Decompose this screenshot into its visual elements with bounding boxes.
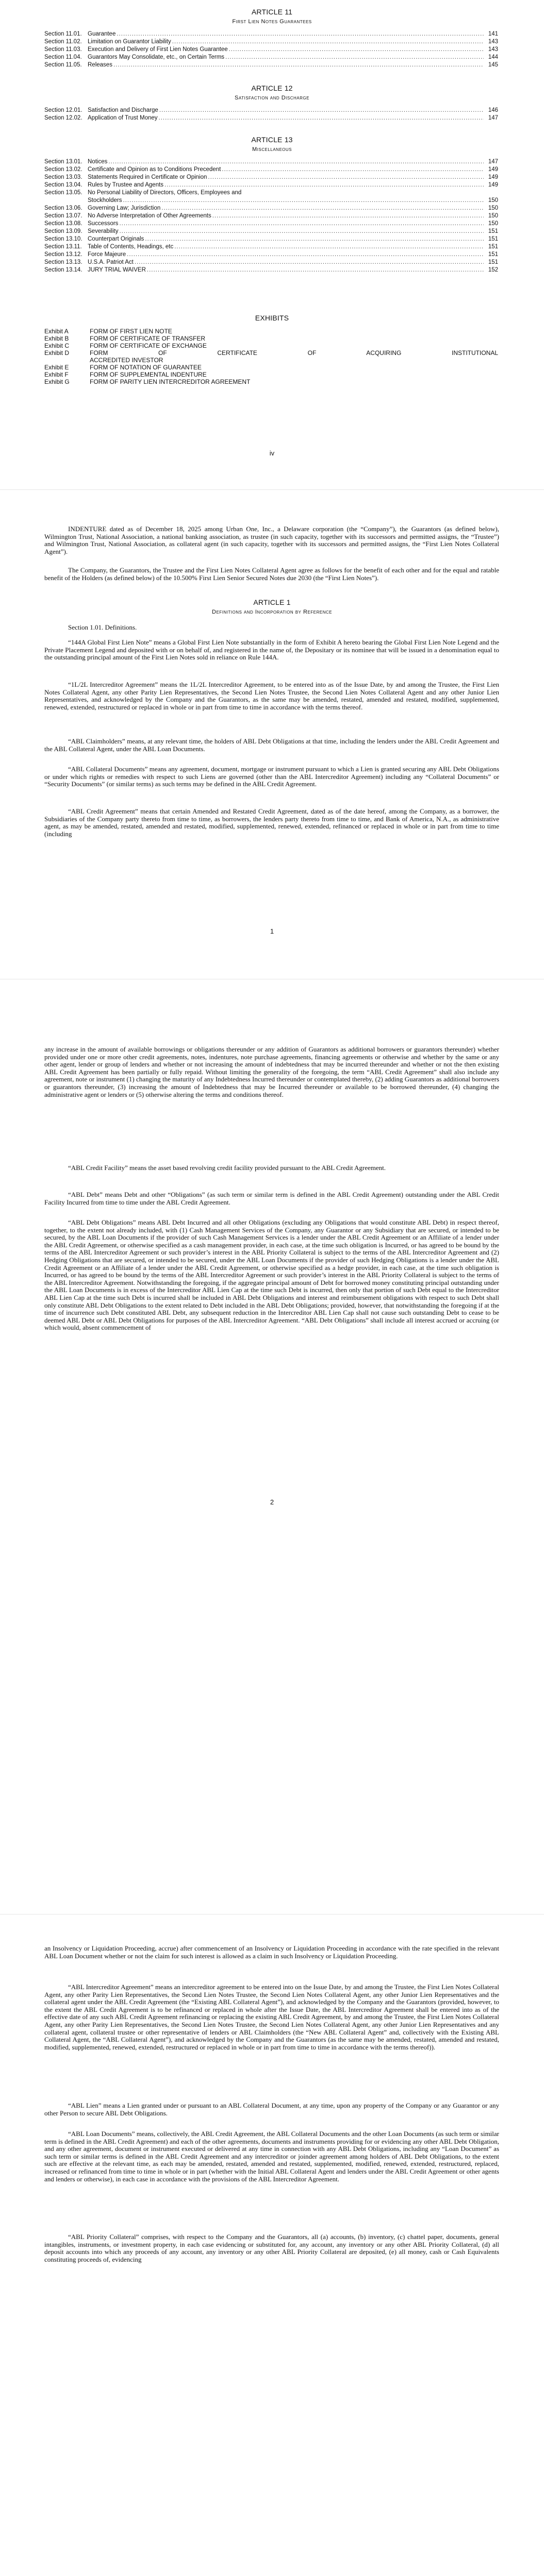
- toc-row[interactable]: Section 13.04. Rules by Trustee and Agents ..... 149: [44, 182, 498, 190]
- definition-continuation: an Insolvency or Liquidation Proceeding, accrue) after commencement of an Insolvency or Liquidation Proceeding in accordance with the rate specified in the relevant ABL Loan Document whether or not the claim for such interest is allowed as a claim in such Insolvency or Liquidation Proceeding.: [44, 1944, 499, 1960]
- definition-paragraph: “ABL Debt Obligations” means ABL Debt Incurred and all other Obligations (excluding any Obligations that would constitute ABL Debt) in respect thereof, together, to the extent not already included, with (1) Cash Management Services of the Company, any Guarantor or any Subsidiary that are secured, or intended to be secured, by the ABL Loan Documents if the provider of such Cash Management Services is a lender under the ABL Credit Agreement or an Affiliate of a lender under the ABL Credit Agreement, or otherwise specified as a cash management provider, in each case, at the time such obligation is Incurred, or has agreed to be bound by the terms of the ABL Intercreditor Agreement or such provider’s interest in the ABL Priority Collateral is subject to the terms of the ABL Intercreditor Agreement and (2) Hedging Obligations that are secured, or intended to be secured, under the ABL Loan Documents if the provider of such Hedging Obligations is a lender under the ABL Credit Agreement or an Affiliate of a lender under the ABL Credit Agreement, or otherwise specified as a hedge provider, in each case, at the time such obligation is Incurred, or has agreed to be bound by the terms of the ABL Intercreditor Agreement or such provider’s interest in the ABL Priority Collateral is subject to the terms of the ABL Intercreditor Agreement. Notwithstanding the foregoing, if the aggregate principal amount of Debt for borrowed money constituting principal outstanding under the ABL Loan Documents is in excess of the Intercreditor ABL Lien Cap at the time such Debt is incurred, then only that portion of such Debt equal to the Intercreditor ABL Lien Cap at the time such Debt is incurred shall be included in ABL Debt Obligations and interest and reimbursement obligations with respect to such Debt shall only constitute ABL Debt Obligations to the extent related to Debt included in the ABL Debt Obligations; provided, however, that notwithstanding the foregoing if at the time of incurrence such Debt constituted ABL Debt, any subsequent reduction in the Intercreditor ABL Lien Cap shall not cause such outstanding Debt to cease to be deemed ABL Debt or ABL Debt Obligations for purposes of the ABL Intercreditor Agreement. “ABL Debt Obligations” shall include all interest accrued or accruing (or which would, absent commencement of: [44, 1218, 499, 1332]
- article-11-subheading: First Lien Notes Guarantees: [232, 19, 312, 25]
- exhibit-row[interactable]: Exhibit B FORM OF CERTIFICATE OF TRANSFER: [44, 335, 206, 342]
- indenture-preamble: INDENTURE dated as of December 18, 2025 among Urban One, Inc., a Delaware corporation (the “Company”), the Guarantors (as defined below), Wilmington Trust, National Association, a national banking association, as trustee (in such capacity, together with its successors and permitted assigns, the “Trustee”) and Wilmington Trust, National Association, as collateral agent (in such capacity, together with its successors and permitted assigns, the “First Lien Notes Collateral Agent”).: [44, 525, 499, 555]
- toc-row[interactable]: Section 13.10. Counterpart Originals ..... 151: [44, 236, 498, 244]
- page-number: 1: [270, 927, 274, 935]
- toc-row[interactable]: Section 13.02. Certificate and Opinion as to Conditions Precedent ..... 149: [44, 166, 498, 174]
- page-divider: [0, 489, 544, 490]
- article-13-heading: ARTICLE 13: [251, 135, 293, 144]
- toc-row[interactable]: Section 13.01. Notices ..... 147: [44, 159, 498, 166]
- toc-row[interactable]: Section 13.12. Force Majeure ..... 151: [44, 251, 498, 259]
- toc-row[interactable]: Section 11.03. Execution and Delivery of First Lien Notes Guarantee ..... 143: [44, 46, 498, 54]
- exhibit-row[interactable]: Exhibit C FORM OF CERTIFICATE OF EXCHANGE: [44, 342, 207, 349]
- definition-continuation: any increase in the amount of available borrowings or obligations thereunder or any addition of Guarantors as additional borrowers or guarantors thereunder) whether provided under one or more other credit agreements, notes, indentures, note purchase agreements, financing agreements or otherwise and whether by the same or any other agent, lender or group of lenders and whether or not increasing the amount of indebtedness that may be incurred thereunder and whether or not the then existing ABL Credit Agreement has been partially or fully repaid. Without limiting the generality of the foregoing, the term “ABL Credit Agreement” shall also include any agreement, note or instrument (1) changing the maturity of any Indebtedness Incurred thereunder or contemplated thereby, (2) adding Guarantors as additional borrowers or guarantors thereunder, (3) increasing the amount of Indebtedness that may be Incurred thereunder or available to be borrowed thereunder, (4) changing the administrative agent or lenders or (5) otherwise altering the terms and conditions thereof.: [44, 1045, 499, 1098]
- toc-list-article-11: [44, 31, 498, 70]
- toc-row[interactable]: Section 13.09. Severability ..... 151: [44, 228, 498, 236]
- section-1-01-title: Section 1.01. Definitions.: [68, 623, 137, 631]
- article-13-subheading: Miscellaneous: [252, 146, 292, 152]
- exhibits-list: [44, 328, 498, 385]
- exhibit-row[interactable]: Exhibit G FORM OF PARITY LIEN INTERCREDITOR AGREEMENT: [44, 378, 251, 385]
- definition-paragraph: “ABL Credit Facility” means the asset based revolving credit facility provided pursuant to the ABL Credit Agreement.: [68, 1164, 386, 1172]
- toc-row[interactable]: Stockholders ..... 150: [44, 197, 498, 205]
- exhibit-row[interactable]: Exhibit E FORM OF NOTATION OF GUARANTEE: [44, 364, 202, 371]
- toc-page: [0, 0, 544, 979]
- exhibit-row[interactable]: Exhibit F FORM OF SUPPLEMENTAL INDENTURE: [44, 371, 207, 378]
- toc-row[interactable]: Section 12.01. Satisfaction and Discharge ..... 146: [44, 107, 498, 115]
- definition-paragraph: “ABL Credit Agreement” means that certain Amended and Restated Credit Agreement, dated as of the date hereof, among the Company, as a borrower, the Subsidiaries of the Company party thereto from time to time, as borrowers, the lenders party thereto from time to time, and Bank of America, N.A., as administrative agent, as may be amended, restated, amended and restated, modified, supplemented, renewed, extended, refinanced or replaced in whole or in part from time to time (including: [44, 807, 499, 838]
- article-12-heading: ARTICLE 12: [251, 84, 293, 92]
- toc-row[interactable]: Section 13.07. No Adverse Interpretation of Other Agreements ..... 150: [44, 213, 498, 221]
- toc-row[interactable]: Section 13.08. Successors ..... 150: [44, 221, 498, 228]
- definition-paragraph: “ABL Intercreditor Agreement” means an intercreditor agreement to be entered into on the Issue Date, by and among the Trustee, the First Lien Notes Collateral Agent, any other Parity Lien Representatives, the Second Lien Notes Trustee, the Second Lien Notes Collateral Agent, any other Junior Lien Representatives and the collateral agent under the ABL Credit Agreement (the “Existing ABL Collateral Agent”), and acknowledged by the Company and the Guarantors (provided, however, to the extent the ABL Credit Agreement is to be refinanced or replaced in whole after the Issue Date, the ABL Intercreditor Agreement shall be entered into as of the effective date of any such ABL Credit Agreement refinancing or replacing the existing ABL Credit Agreement, by and among the Trustee, the First Lien Notes Collateral Agent, any other Parity Lien Representatives, the Second Lien Notes Trustee, the Second Lien Notes Collateral Agent, any other Junior Lien Representatives and any collateral agent, collateral trustee or other representative of lenders or ABL Claimholders (the “New ABL Collateral Agent” and, collectively with the Existing ABL Collateral Agent, the “ABL Collateral Agent”), and acknowledged by the Company and the Guarantors (as the same may be amended, restated, amended and restated, modified, supplemented, renewed, extended, restructured or replaced in whole or in part from time to time in accordance with the terms thereof)).: [44, 1983, 499, 2051]
- exhibit-row[interactable]: ACCREDITED INVESTOR: [90, 357, 163, 364]
- definition-paragraph: “ABL Loan Documents” means, collectively, the ABL Credit Agreement, the ABL Collateral Documents and the other Loan Documents (as such term or similar term is defined in the ABL Credit Agreement) and each of the other agreements, documents and instruments providing for or evidencing any other ABL Debt Obligation, and any other agreement, document or instrument executed or delivered at any time in connection with any ABL Debt Obligations, including any “Loan Document” as such term or similar terms is defined in the ABL Credit Agreement and any intercreditor or joinder agreement among holders of ABL Debt Obligations, to the extent such are effective at the relevant time, as each may be amended, restated, amended and restated, supplemented, modified, renewed, extended, restructured, replaced, increased or refinanced from time to time in whole or in part (whether with the Initial ABL Collateral Agent and lenders under the ABL Credit Agreement or other agents and lenders or otherwise), in each case in accordance with the provisions of the ABL Intercreditor Agreement.: [44, 2130, 499, 2183]
- page-2: [0, 979, 544, 1914]
- toc-list-article-12: [44, 107, 498, 123]
- definition-paragraph: “144A Global First Lien Note” means a Global First Lien Note substantially in the form of Exhibit A hereto bearing the Global First Lien Note Legend and the Private Placement Legend and deposited with or on behalf of, and registered in the name of, the Depositary or its nominee that will be issued in a denomination equal to the outstanding principal amount of the First Lien Notes sold in reliance on Rule 144A.: [44, 638, 499, 662]
- article-1-heading: ARTICLE 1: [253, 598, 291, 606]
- toc-row[interactable]: Section 13.11. Table of Contents, Headings, etc ..... 151: [44, 244, 498, 251]
- toc-row[interactable]: Section 13.06. Governing Law; Jurisdiction ..... 150: [44, 205, 498, 213]
- article-12-subheading: Satisfaction and Discharge: [235, 95, 309, 101]
- exhibits-heading: EXHIBITS: [255, 314, 289, 322]
- toc-list-article-13: [44, 159, 498, 275]
- toc-row[interactable]: Section 11.05. Releases ..... 145: [44, 62, 498, 70]
- exhibit-row[interactable]: Exhibit D FORM OF CERTIFICATE OF ACQUIRING INSTITUTIONAL: [44, 349, 498, 357]
- toc-row[interactable]: Section 11.04. Guarantors May Consolidate, etc., on Certain Terms ..... 144: [44, 54, 498, 62]
- definition-paragraph: “ABL Debt” means Debt and other “Obligations” (as such term or similar term is defined in the ABL Credit Agreement) outstanding under the ABL Credit Facility Incurred from time to time under the ABL Credit Agreement.: [44, 1191, 499, 1206]
- article-11-heading: ARTICLE 11: [251, 8, 293, 16]
- definition-paragraph: “1L/2L Intercreditor Agreement” means the 1L/2L Intercreditor Agreement, to be entered into as of the Issue Date, by and among the Trustee, the First Lien Notes Collateral Agent, any other Parity Lien Representatives, the Second Lien Notes Trustee, the Second Lien Notes Collateral Agent and any other Junior Lien Representatives, and acknowledged by the Company and the Guarantors, as the same may be amended, restated, amended and restated, modified, supplemented, renewed, extended, restructured or replaced in whole or in part from time to time in accordance with the terms thereof.: [44, 681, 499, 711]
- definition-paragraph: “ABL Lien” means a Lien granted under or pursuant to an ABL Collateral Document, at any time, upon any property of the Company or any Guarantor or any other Person to secure ABL Debt Obligations.: [44, 2102, 499, 2117]
- toc-row[interactable]: Section 13.03. Statements Required in Certificate or Opinion ..... 149: [44, 174, 498, 182]
- page-number: iv: [269, 449, 275, 457]
- definition-paragraph: “ABL Priority Collateral” comprises, with respect to the Company and the Guarantors, all (a) accounts, (b) inventory, (c) chattel paper, documents, general intangibles, instruments, or investment property, in each case evidencing or substituted for, any account, any inventory or any other ABL Priority Collateral, (d) all deposit accounts into which any proceeds of any account, any inventory or any other ABL Priority Collateral are deposited, (e) all money, cash or Cash Equivalents constituting proceeds of, evidencing: [44, 2233, 499, 2263]
- agreement-paragraph: The Company, the Guarantors, the Trustee and the First Lien Notes Collateral Agent agree as follows for the benefit of each other and for the equal and ratable benefit of the Holders (as defined below) of the 10.500% First Lien Senior Secured Notes due 2030 (the “First Lien Notes”).: [44, 566, 499, 582]
- page-number: 2: [270, 1498, 274, 1506]
- toc-row[interactable]: Section 11.02. Limitation on Guarantor Liability ..... 143: [44, 39, 498, 46]
- article-1-subheading: Definitions and Incorporation by Reference: [212, 609, 332, 615]
- definition-paragraph: “ABL Claimholders” means, at any relevant time, the holders of ABL Debt Obligations at that time, including the lenders under the ABL Credit Agreement and the ABL Collateral Agent, under the ABL Loan Documents.: [44, 737, 499, 753]
- exhibit-row[interactable]: Exhibit A FORM OF FIRST LIEN NOTE: [44, 328, 172, 335]
- toc-row[interactable]: Section 12.02. Application of Trust Money ..... 147: [44, 115, 498, 123]
- definition-paragraph: “ABL Collateral Documents” means any agreement, document, mortgage or instrument pursuant to which a Lien is granted securing any ABL Debt Obligations or under which rights or remedies with respect to such Liens are governed (other than the ABL Intercreditor Agreement) including any “Collateral Documents” or “Security Documents” (or similar terms) as such terms may be defined in the ABL Credit Agreement.: [44, 765, 499, 788]
- toc-row[interactable]: Section 13.05. No Personal Liability of Directors, Officers, Employees and: [44, 190, 242, 196]
- page-3: [0, 1914, 544, 2576]
- toc-row[interactable]: Section 13.14. JURY TRIAL WAIVER ..... 152: [44, 267, 498, 275]
- toc-row[interactable]: Section 13.13. U.S.A. Patriot Act ..... 151: [44, 259, 498, 267]
- toc-row[interactable]: Section 11.01. Guarantee ..... 141: [44, 31, 498, 39]
